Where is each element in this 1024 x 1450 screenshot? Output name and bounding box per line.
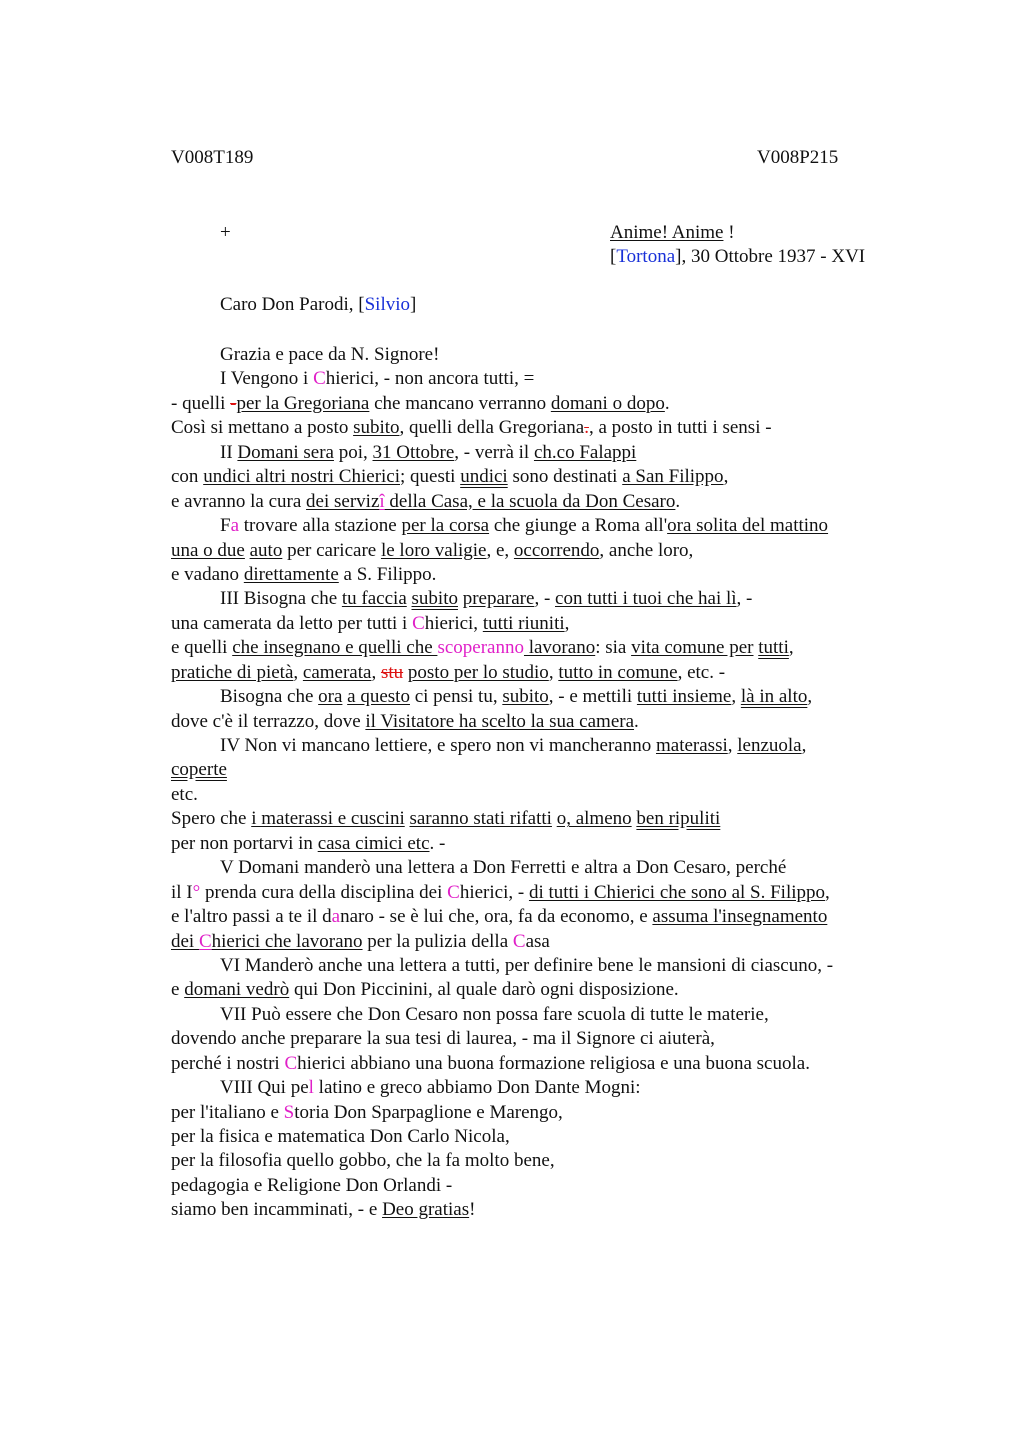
letter-line xyxy=(171,954,911,978)
text-run: , etc. - xyxy=(677,661,726,683)
letter-line xyxy=(171,563,911,587)
text-run: , - e mettili xyxy=(548,686,637,708)
letter-line xyxy=(171,832,911,856)
text-run: , xyxy=(801,735,807,756)
letter-line xyxy=(171,758,911,782)
letter-line xyxy=(171,1198,911,1222)
text-run: . - xyxy=(429,832,446,854)
underlined-text: pratiche di pietà xyxy=(171,661,294,683)
underlined-correction-text: C xyxy=(198,930,212,952)
text-run: , xyxy=(807,686,813,708)
cross-mark: + xyxy=(220,222,231,243)
underlined-text: dei xyxy=(171,930,199,952)
text-run: I Vengono i xyxy=(220,368,314,390)
letter-line xyxy=(171,612,911,636)
double-underlined-text: tutti xyxy=(758,637,789,659)
text-run: . xyxy=(634,710,639,732)
letter-line xyxy=(171,392,911,416)
letter-line xyxy=(171,367,911,391)
underlined-text: o, almeno xyxy=(556,808,632,830)
text-run: VII Può essere che Don Cesaro non possa fare scuola di tutte le materie, xyxy=(220,1003,769,1025)
motto-end: ! xyxy=(723,222,735,243)
text-run: etc. xyxy=(171,783,198,805)
text-run: toria Don Sparpaglione e Marengo, xyxy=(294,1101,563,1123)
letter-line xyxy=(171,514,911,538)
text-run: per caricare xyxy=(282,539,381,561)
letter-line xyxy=(171,905,911,929)
letter-line xyxy=(171,1027,911,1051)
letter-line xyxy=(171,539,911,563)
date-block xyxy=(610,221,865,270)
text-run: e l'altro passi a te il d xyxy=(171,906,332,928)
letter-line xyxy=(171,1003,911,1027)
text-run: V Domani manderò una lettera a Don Ferretti e altra a Don Cesaro, perché xyxy=(220,857,787,879)
text-run: , - verrà il xyxy=(454,441,534,463)
text-run: per la filosofia quello gobbo, che la fa molto bene, xyxy=(171,1150,555,1172)
bracket-open: [ xyxy=(610,246,617,268)
text-run: naro - se è lui che, ora, fa da economo, e xyxy=(340,906,653,928)
bracket-close: ] xyxy=(410,294,417,315)
underlined-text: lenzuola xyxy=(737,735,802,756)
salutation-text: Caro Don Parodi, [ xyxy=(220,294,365,315)
underlined-text: tu faccia xyxy=(341,588,407,610)
text-run: F xyxy=(220,515,231,537)
correction-text: a xyxy=(331,906,341,928)
underlined-text: Deo gratias xyxy=(382,1199,470,1221)
text-run: perché i nostri xyxy=(171,1052,285,1074)
text-run: III Bisogna che xyxy=(220,588,342,610)
text-run: il I xyxy=(171,881,193,903)
text-run: asa xyxy=(525,930,550,952)
underlined-text: dei serviz xyxy=(306,490,380,512)
text-run: hierici, - xyxy=(459,881,529,903)
text-run: per non portarvi in xyxy=(171,832,318,854)
deleted-text: stu xyxy=(380,661,404,683)
correction-text: a xyxy=(230,515,240,537)
text-run: hierici, - non ancora tutti, = xyxy=(325,368,535,390)
text-run: , xyxy=(293,661,303,683)
underlined-text: di tutti i Chierici che sono al S. Filippo xyxy=(528,881,826,903)
letter-line xyxy=(171,441,911,465)
letter-body xyxy=(171,343,911,1223)
underlined-text: 31 Ottobre xyxy=(372,441,455,463)
underlined-text: camerata xyxy=(302,661,372,683)
text-run: dovendo anche preparare la sua tesi di laurea, - ma il Signore ci aiuterà, xyxy=(171,1028,715,1050)
text-run: e quelli xyxy=(171,637,233,659)
document-code-left: V008T189 xyxy=(171,147,254,168)
text-run: e xyxy=(171,979,185,1001)
underlined-text: della Casa, e la scuola da Don Cesaro xyxy=(384,490,676,512)
letter-line xyxy=(171,710,911,734)
underlined-text: domani vedrò xyxy=(184,979,290,1001)
text-run: trovare alla stazione xyxy=(239,515,402,537)
letter-line xyxy=(171,416,911,440)
text-run: VI Manderò anche una lettera a tutti, per definire bene le mansioni di ciascuno, - xyxy=(220,954,834,976)
text-run: dove c'è il terrazzo, dove xyxy=(171,710,366,732)
underlined-text: a questo xyxy=(347,686,410,708)
correction-text: C xyxy=(512,930,526,952)
text-run: , quelli della Gregoriana xyxy=(399,417,585,439)
text-run: , e, xyxy=(486,539,514,561)
text-run: , xyxy=(371,661,381,683)
text-run: per la fisica e matematica Don Carlo Nicola, xyxy=(171,1126,510,1147)
letter-line xyxy=(171,661,911,685)
letter-line xyxy=(171,881,911,905)
correction-text: C xyxy=(412,612,425,634)
salutation-name: Silvio xyxy=(364,294,410,315)
text-run: , - xyxy=(534,588,556,610)
text-run: che giunge a Roma all' xyxy=(489,515,668,537)
text-run: e vadano xyxy=(171,563,244,585)
underlined-text: il Visitatore ha scelto la sua camera xyxy=(365,710,635,732)
letter-line xyxy=(171,807,911,831)
underlined-text: per la Gregoriana xyxy=(236,392,370,414)
place-name: Tortona xyxy=(616,246,676,268)
place-date-line xyxy=(610,245,865,269)
underlined-text: con tutti i tuoi che hai lì xyxy=(555,588,737,610)
underlined-correction-text: î xyxy=(379,490,385,512)
text-run: latino e greco abbiamo Don Dante Mogni: xyxy=(313,1077,641,1099)
letter-line xyxy=(171,1174,911,1198)
underlined-text: occorrendo xyxy=(513,539,600,561)
text-run: qui Don Piccinini, al quale darò ogni disposizione. xyxy=(289,979,679,1001)
text-run: ci pensi tu, xyxy=(409,686,503,708)
text-run: hierici abbiano una buona formazione religiosa e una buona scuola. xyxy=(297,1052,810,1074)
letter-line xyxy=(171,465,911,489)
text-run: con xyxy=(171,466,204,488)
text-run: che mancano verranno xyxy=(369,392,551,414)
underlined-text: Domani sera xyxy=(237,441,334,463)
letter-line xyxy=(171,783,911,807)
text-run: Così si mettano a posto xyxy=(171,417,354,439)
underlined-text: ora solita del mattino xyxy=(667,515,829,537)
letter-date: ], 30 Ottobre 1937 - XVI xyxy=(675,246,866,268)
letter-line xyxy=(171,1076,911,1100)
underlined-text: ch.co Falappi xyxy=(533,441,637,463)
text-run: VIII Qui pe xyxy=(220,1077,309,1099)
underlined-text: le loro valigie xyxy=(380,539,487,561)
underlined-text: assuma l'insegnamento xyxy=(652,906,828,928)
text-run: per l'italiano e xyxy=(171,1101,284,1123)
text-run: , xyxy=(564,612,570,634)
underlined-text: undici altri nostri Chierici xyxy=(203,466,401,488)
letter-line xyxy=(171,343,911,367)
text-run: per la pulizia della xyxy=(362,930,513,952)
text-run: , xyxy=(727,735,738,756)
text-run: Grazia e pace da N. Signore! xyxy=(220,344,440,365)
underlined-text: saranno stati rifatti xyxy=(409,808,552,830)
letter-line xyxy=(171,587,911,611)
letter-line xyxy=(171,1052,911,1076)
text-run: II xyxy=(220,441,238,463)
text-run: , - xyxy=(736,588,753,610)
underlined-text: casa cimici etc xyxy=(317,832,430,854)
double-underlined-text: subito xyxy=(411,588,458,610)
text-run: a S. Filippo. xyxy=(338,563,437,585)
letter-line xyxy=(171,930,911,954)
underlined-text: a San Filippo xyxy=(622,466,724,488)
text-run: sono destinati xyxy=(507,466,623,488)
underlined-text: materassi xyxy=(655,735,728,756)
underlined-text: una o due xyxy=(171,539,245,561)
text-run: , xyxy=(825,881,830,903)
text-run: pedagogia e Religione Don Orlandi - xyxy=(171,1174,453,1196)
letter-line xyxy=(171,490,911,514)
underlined-text: che insegnano e quelli che xyxy=(232,637,438,659)
text-run: , xyxy=(723,466,729,488)
letter-line xyxy=(171,1149,911,1173)
text-run: - quelli xyxy=(171,392,231,414)
document-code-right: V008P215 xyxy=(757,147,839,168)
correction-text: C xyxy=(313,368,326,390)
letter-line xyxy=(171,734,911,758)
letter-line xyxy=(171,1125,911,1149)
text-run: , xyxy=(731,686,741,708)
text-run: siamo ben incamminati, - e xyxy=(171,1199,383,1221)
text-run: , xyxy=(788,637,794,659)
letter-line xyxy=(171,636,911,660)
text-run: Spero che xyxy=(171,808,252,830)
text-run: , a posto in tutti i sensi - xyxy=(588,417,772,439)
underlined-text: preparare xyxy=(462,588,535,610)
text-run: : sia xyxy=(595,637,632,659)
underlined-text: tutti insieme xyxy=(636,686,732,708)
double-underlined-text: coperte xyxy=(171,759,227,781)
double-underlined-text: là in alto xyxy=(740,686,808,708)
text-run: . xyxy=(675,490,681,512)
underlined-text: tutto in comune xyxy=(558,661,678,683)
text-run: ; questi xyxy=(400,466,461,488)
correction-text: S xyxy=(283,1101,295,1123)
underlined-text: domani o dopo xyxy=(550,392,665,414)
double-underlined-text: undici xyxy=(460,466,508,488)
motto: Anime! Anime xyxy=(610,222,724,243)
deleted-text: - xyxy=(230,392,237,414)
letter-line xyxy=(171,1101,911,1125)
correction-text: C xyxy=(447,881,460,903)
underlined-text: ora xyxy=(318,686,343,708)
underlined-text: hierici che lavorano xyxy=(211,930,363,952)
text-run: poi, xyxy=(333,441,373,463)
text-run: e avranno la cura xyxy=(171,490,307,512)
letter-line xyxy=(171,978,911,1002)
text-run: , xyxy=(548,661,559,683)
text-run: ! xyxy=(469,1199,476,1221)
underlined-text: per la corsa xyxy=(401,515,490,537)
text-run: Bisogna che xyxy=(220,686,319,708)
deleted-text: . xyxy=(584,417,589,439)
double-underlined-text: ben ripuliti xyxy=(636,808,721,830)
correction-text: C xyxy=(284,1052,298,1074)
text-run: , anche loro, xyxy=(599,539,694,561)
correction-text: ° xyxy=(192,881,201,903)
letter-line xyxy=(171,856,911,880)
text-run: hierici, xyxy=(424,612,483,634)
underlined-text: subito xyxy=(353,417,400,439)
underlined-text: auto xyxy=(249,539,283,561)
text-run: una camerata da letto per tutti i xyxy=(171,612,413,634)
letter-line xyxy=(171,685,911,709)
text-run: prenda cura della disciplina dei xyxy=(200,881,448,903)
underlined-text: vita comune per xyxy=(631,637,754,659)
underlined-text: direttamente xyxy=(243,563,339,585)
underlined-text: tutti riuniti xyxy=(482,612,565,634)
underlined-text: i materassi e cuscini xyxy=(251,808,405,830)
underlined-text: subito xyxy=(502,686,549,708)
underlined-text: lavorano xyxy=(523,637,596,659)
correction-text: l xyxy=(308,1077,314,1099)
salutation xyxy=(220,293,416,317)
correction-text: scoperanno xyxy=(437,637,524,659)
motto-line xyxy=(610,221,865,245)
text-run: . xyxy=(664,392,670,414)
text-run: IV Non vi mancano lettiere, e spero non vi mancheranno xyxy=(220,735,656,756)
underlined-text: posto per lo studio xyxy=(407,661,549,683)
